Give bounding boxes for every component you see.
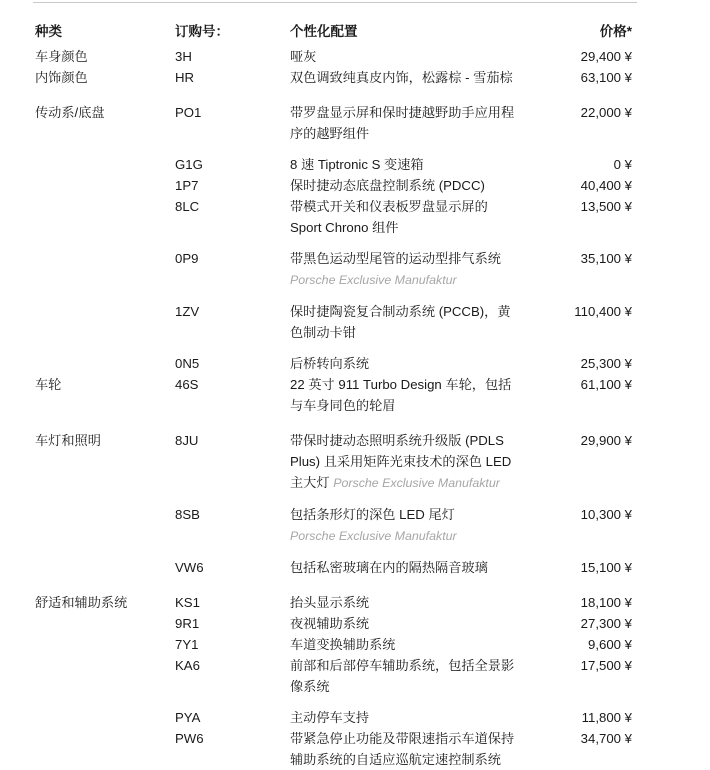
option-category (0, 343, 175, 374)
option-category (0, 697, 175, 728)
option-price: 18,100 ¥ (580, 595, 632, 610)
row-spacer (632, 613, 710, 634)
option-description-text: 双色调致纯真皮内饰，松露棕 - 雪茄棕 (290, 70, 513, 85)
row-spacer (632, 144, 710, 175)
option-description (290, 196, 522, 238)
manufaktur-note: Porsche Exclusive Manufaktur (290, 273, 457, 287)
option-category (0, 238, 175, 291)
option-category (0, 613, 175, 634)
option-row (0, 343, 710, 374)
option-price: 17,500 ¥ (580, 658, 632, 673)
option-category: 内饰颜色 (35, 70, 88, 85)
row-spacer (632, 343, 710, 374)
option-description (290, 613, 522, 634)
option-order-number: HR (175, 70, 195, 85)
option-category (0, 291, 175, 343)
option-order-number: PYA (175, 710, 201, 725)
option-category: 车身颜色 (35, 49, 88, 64)
option-order-number: 3H (175, 49, 192, 64)
option-price: 40,400 ¥ (580, 178, 632, 193)
option-description (290, 343, 522, 374)
option-row (0, 494, 710, 547)
option-row (0, 547, 710, 578)
row-spacer (632, 291, 710, 343)
option-category (0, 655, 175, 697)
option-description-text: 带模式开关和仪表板罗盘显示屏的 Sport Chrono 组件 (290, 199, 488, 235)
option-order-number: 46S (175, 377, 199, 392)
row-spacer (632, 238, 710, 291)
option-description-text: 前部和后部停车辅助系统，包括全景影像系统 (290, 658, 515, 694)
option-order-number: 1ZV (175, 304, 200, 319)
option-row (0, 238, 710, 291)
option-price: 0 ¥ (613, 157, 632, 172)
option-row (0, 728, 710, 770)
option-category (0, 494, 175, 547)
option-price: 35,100 ¥ (580, 251, 632, 266)
option-description (290, 655, 522, 697)
row-spacer (632, 67, 710, 88)
option-category (0, 634, 175, 655)
option-price: 63,100 ¥ (580, 70, 632, 85)
option-price: 61,100 ¥ (580, 377, 632, 392)
option-description-text: 保时捷动态底盘控制系统 (PDCC) (290, 178, 485, 193)
option-row (0, 88, 710, 144)
column-header-price: 价格* (599, 24, 632, 39)
column-header-spacer (632, 0, 710, 40)
option-category (0, 728, 175, 770)
option-description-text: 保时捷陶瓷复合制动系统 (PCCB)，黄色制动卡钳 (290, 304, 511, 340)
option-price: 13,500 ¥ (580, 199, 632, 214)
row-spacer (632, 40, 710, 67)
option-order-number: 0N5 (175, 356, 200, 371)
row-spacer (632, 374, 710, 416)
option-price: 22,000 ¥ (580, 105, 632, 120)
option-category (0, 175, 175, 196)
option-description-text: 主动停车支持 (290, 710, 370, 725)
option-order-number: 8SB (175, 507, 200, 522)
option-category (0, 144, 175, 175)
option-price: 15,100 ¥ (580, 560, 632, 575)
option-description (290, 238, 522, 291)
column-header-order-no: 订购号： (175, 24, 229, 39)
option-row (0, 144, 710, 175)
option-order-number: 0P9 (175, 251, 199, 266)
option-description-text: 包括私密玻璃在内的隔热隔音玻璃 (290, 560, 488, 575)
option-category (0, 196, 175, 238)
option-description (290, 578, 522, 613)
row-spacer (632, 697, 710, 728)
row-spacer (632, 196, 710, 238)
manufaktur-note: Porsche Exclusive Manufaktur (333, 476, 500, 490)
option-row (0, 175, 710, 196)
option-price: 9,600 ¥ (588, 637, 632, 652)
option-description-text: 后桥转向系统 (290, 356, 370, 371)
option-row (0, 40, 710, 67)
option-row (0, 196, 710, 238)
row-spacer (632, 175, 710, 196)
option-order-number: VW6 (175, 560, 204, 575)
option-description-text: 哑灰 (290, 49, 317, 64)
option-category: 车轮 (35, 377, 62, 392)
option-description-text: 抬头显示系统 (290, 595, 370, 610)
option-order-number: 8LC (175, 199, 200, 214)
option-description (290, 40, 522, 67)
option-description (290, 291, 522, 343)
table-header-row (0, 0, 710, 40)
column-header-description: 个性化配置 (290, 24, 358, 39)
option-description (290, 374, 522, 416)
option-row (0, 697, 710, 728)
option-order-number: KS1 (175, 595, 200, 610)
row-spacer (632, 634, 710, 655)
option-price: 29,400 ¥ (580, 49, 632, 64)
column-header-category: 种类 (35, 24, 62, 39)
row-spacer (632, 728, 710, 770)
option-description-text: 包括条形灯的深色 LED 尾灯 (290, 507, 455, 522)
option-order-number: KA6 (175, 658, 200, 673)
option-description-text: 带保时捷动态照明系统升级版 (PDLS Plus) 且采用矩阵光束技术的深色 LED 主大灯 (290, 433, 512, 490)
option-description (290, 494, 522, 547)
option-category: 舒适和辅助系统 (35, 595, 128, 610)
option-price: 29,900 ¥ (580, 433, 632, 448)
option-row (0, 291, 710, 343)
option-description (290, 697, 522, 728)
option-description (290, 634, 522, 655)
option-order-number: 9R1 (175, 616, 200, 631)
row-spacer (632, 416, 710, 494)
manufaktur-note: Porsche Exclusive Manufaktur (290, 529, 457, 543)
option-category (0, 547, 175, 578)
option-row (0, 634, 710, 655)
option-description-text: 车道变换辅助系统 (290, 637, 396, 652)
option-row (0, 578, 710, 613)
option-row (0, 416, 710, 494)
option-description (290, 416, 522, 494)
option-order-number: 1P7 (175, 178, 199, 193)
option-description (290, 175, 522, 196)
option-description-text: 带紧急停止功能及带限速指示车道保持辅助系统的自适应巡航定速控制系统 (290, 731, 515, 767)
row-spacer (632, 578, 710, 613)
row-spacer (632, 547, 710, 578)
option-price: 34,700 ¥ (580, 731, 632, 746)
option-description-text: 带黑色运动型尾管的运动型排气系统 (290, 251, 501, 266)
option-category: 车灯和照明 (35, 433, 101, 448)
option-order-number: G1G (175, 157, 203, 172)
row-spacer (632, 88, 710, 144)
table-body (0, 40, 710, 770)
row-spacer (632, 494, 710, 547)
option-description (290, 728, 522, 770)
option-order-number: PO1 (175, 105, 202, 120)
option-row (0, 655, 710, 697)
option-category: 传动系/底盘 (35, 105, 105, 120)
option-description (290, 67, 522, 88)
table-header (0, 0, 710, 40)
option-order-number: PW6 (175, 731, 204, 746)
option-description (290, 88, 522, 144)
option-row (0, 374, 710, 416)
row-spacer (632, 655, 710, 697)
option-price: 27,300 ¥ (580, 616, 632, 631)
option-price: 25,300 ¥ (580, 356, 632, 371)
option-row (0, 67, 710, 88)
option-price: 110,400 ¥ (574, 304, 632, 319)
option-order-number: 8JU (175, 433, 199, 448)
option-description-text: 22 英寸 911 Turbo Design 车轮，包括与车身同色的轮眉 (290, 377, 512, 413)
option-order-number: 7Y1 (175, 637, 199, 652)
option-description (290, 144, 522, 175)
option-description-text: 8 速 Tiptronic S 变速箱 (290, 157, 424, 172)
option-description-text: 夜视辅助系统 (290, 616, 370, 631)
option-price: 11,800 ¥ (581, 710, 632, 725)
option-row (0, 613, 710, 634)
option-description (290, 547, 522, 578)
option-price: 10,300 ¥ (580, 507, 632, 522)
option-description-text: 带罗盘显示屏和保时捷越野助手应用程序的越野组件 (290, 105, 515, 141)
